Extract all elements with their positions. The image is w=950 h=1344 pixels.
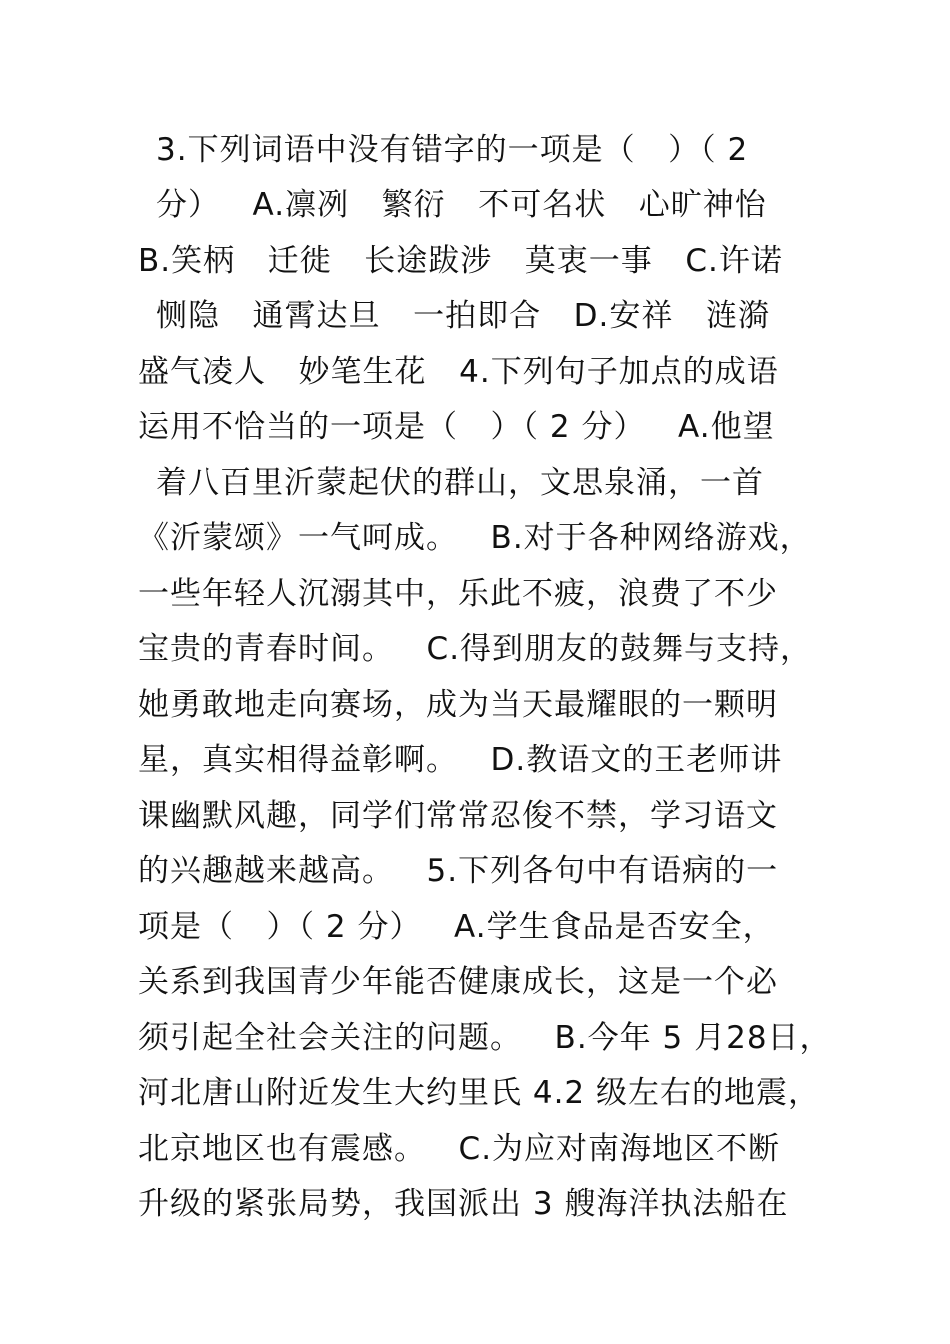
text-line: 星，真实相得益彰啊。 D.教语文的王老师讲 [138, 742, 783, 778]
text-line: 升级的紧张局势，我国派出 3 艘海洋执法船在 [138, 1186, 789, 1222]
text-line: 须引起全社会关注的问题。 B.今年 5 月28日， [138, 1020, 832, 1056]
text-line: 北京地区也有震感。 C.为应对南海地区不断 [138, 1131, 781, 1167]
text-line: 着八百里沂蒙起伏的群山，文思泉涌，一首 [156, 465, 764, 501]
text-line: 宝贵的青春时间。 C.得到朋友的鼓舞与支持， [138, 631, 813, 667]
text-line: 运用不恰当的一项是（ ）（ 2 分） A.他望 [138, 409, 775, 445]
text-line: 分） A.凛冽 繁衍 不可名状 心旷神怡 [156, 187, 767, 223]
text-line: 盛气凌人 妙笔生花 4.下列句子加点的成语 [138, 354, 779, 390]
text-line: 课幽默风趣，同学们常常忍俊不禁，学习语文 [138, 798, 778, 834]
text-line: 3.下列词语中没有错字的一项是（ ）（ 2 [156, 132, 749, 168]
text-line: 关系到我国青少年能否健康成长，这是一个必 [138, 964, 778, 1000]
text-line: 河北唐山附近发生大约里氏 4.2 级左右的地震， [138, 1075, 821, 1111]
text-line: B.笑柄 迁徙 长途跋涉 莫衷一事 C.许诺 [138, 243, 783, 279]
text-line: 一些年轻人沉溺其中，乐此不疲，浪费了不少 [138, 576, 778, 612]
text-line: 恻隐 通霄达旦 一拍即合 D.安祥 涟漪 [156, 298, 770, 334]
text-line: 项是（ ）（ 2 分） A.学生食品是否安全， [138, 909, 775, 945]
text-line: 《沂蒙颂》一气呵成。 B.对于各种网络游戏， [138, 520, 812, 556]
text-line: 她勇敢地走向赛场，成为当天最耀眼的一颗明 [138, 687, 778, 723]
text-line: 的兴趣越来越高。 5.下列各句中有语病的一 [138, 853, 779, 889]
